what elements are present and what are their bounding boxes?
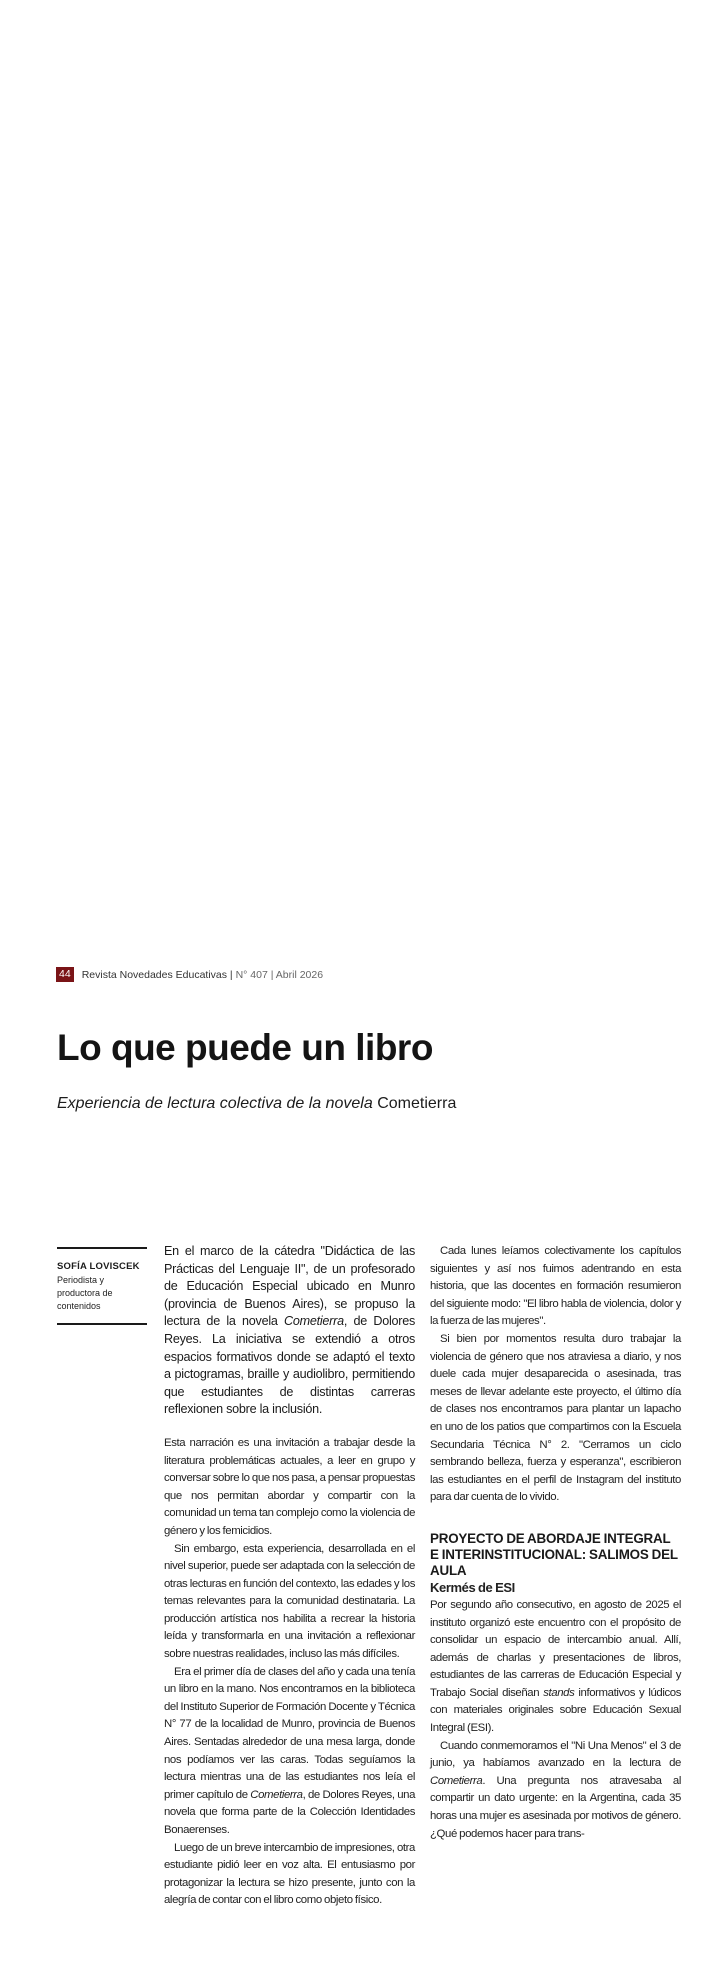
lead-paragraph — [164, 1243, 415, 1419]
p3-text-after: , de Dolores Reyes, una novela que forma parte de la Colección Identidades Bonaerenses. — [164, 1788, 415, 1836]
lead-text-after: , de Dolores Reyes. La iniciativa se extendió a otros espacios formativos donde se adaptó el texto a pictogramas, braille y audiolibro, permitiendo que estudiantes de distintas carreras reflexionen sobre la inclusión. — [164, 1314, 416, 1417]
author-box — [57, 1247, 147, 1325]
section-paragraph-2 — [430, 1738, 681, 1844]
section-p2-after: . Una pregunta nos atravesaba al compartir un dato urgente: en la Argentina, cada 35 horas una mujer es asesinada por motivos de género. ¿Qué podemos hacer para trans- — [430, 1774, 681, 1840]
body-paragraph-4: Luego de un breve intercambio de impresiones, otra estudiante pidió leer en voz alta. El entusiasmo por protagonizar la lectura se hizo presente, junto con la alegría de contar con el libro como objeto físico. — [164, 1841, 415, 1907]
magazine-name: Revista Novedades Educativas | — [81, 968, 233, 981]
page-footer — [56, 967, 720, 1022]
subtitle-italic: Experiencia de lectura colectiva de la novela — [57, 1095, 373, 1112]
p3-text: Era el primer día de clases del año y cada una tenía un libro en la mano. Nos encontramos en la biblioteca del Instituto Superior de Formación Docente y Técnica N° 77 de la localidad de Munro, provincia de Buenos Aires. Sentadas alrededor de una mesa larga, donde nos podíamos ver las caras. Todas seguíamos la lectura mientras una de las estudiantes nos leía el primer capítulo de — [164, 1665, 415, 1801]
section-title: PROYECTO DE ABORDAJE INTEGRAL E INTERINSTITUCIONAL: SALIMOS DEL AULA — [430, 1530, 678, 1578]
author-bottom-rule — [57, 1323, 147, 1325]
lead-book-title: Cometierra — [284, 1314, 344, 1329]
section-p2-before: Cuando conmemoramos el "Ni Una Menos" el 3 de junio, ya habíamos avanzado en la lectura de — [430, 1739, 681, 1770]
section-p2-book: Cometierra — [430, 1774, 483, 1787]
body-column-1 — [164, 1435, 415, 1910]
body-paragraph-1: Esta narración es una invitación a trabajar desde la literatura problemáticas actuales, a leer en grupo y conversar sobre lo que nos pasa, a pensar propuestas que nos permitan abordar y compartir con la comunidad un tema tan complejo como la violencia de género y los femicidios. — [164, 1436, 415, 1537]
article-content — [164, 1243, 681, 1910]
author-name: SOFÍA LOVISCEK — [57, 1261, 140, 1272]
article-title: Lo que puede un libro — [57, 1027, 433, 1068]
section-p1-after: informativos y lúdicos con materiales originales sobre Educación Sexual Integral (ESI). — [430, 1686, 681, 1735]
page-number-badge: 44 — [56, 967, 74, 982]
body-paragraph-5: Cada lunes leíamos colectivamente los capítulos siguientes y así nos fuimos adentrando en esta historia, que las docentes en formación resumieron del siguiente modo: "El libro habla de violencia, dolor y la fuerza de las mujeres". — [430, 1245, 681, 1328]
author-top-rule — [57, 1247, 147, 1249]
article-subtitle — [57, 1095, 456, 1113]
issue-info: N° 407 | Abril 2026 — [235, 968, 324, 981]
section-p1-before: Por segundo año consecutivo, en agosto de 2025 el instituto organizó este encuentro con el propósito de consolidar un espacio de intercambio anual. Allí, además de charlas y presentaciones de libros, estudiantes de las carreras de Educación Especial y Trabajo Social diseñan — [430, 1598, 681, 1699]
left-column — [164, 1243, 415, 1910]
body-paragraph-3 — [164, 1664, 415, 1840]
lead-text-before: En el marco de la cátedra "Didáctica de las Prácticas del Lenguaje II", de un profesorado de Educación Especial ubicado en Munro (provincia de Buenos Aires), se propuso la lectura de la novela — [164, 1244, 415, 1329]
p3-book-title: Cometierra — [250, 1788, 303, 1801]
body-column-2 — [430, 1243, 681, 1843]
author-role: Periodista y productora de contenidos — [57, 1275, 113, 1311]
subtitle-book: Cometierra — [377, 1095, 457, 1112]
section-subtitle: Kermés de ESI — [430, 1579, 515, 1595]
body-paragraph-2: Sin embargo, esta experiencia, desarrollada en el nivel superior, puede ser adaptada con la selección de otras lecturas en función del contexto, las edades y los temas relevantes para la comunidad destinataria. La producción artística nos habilita a recrear la historia leída y transformarla en una invitación a reflexionar sobre nuestras realidades, incluso las más difíciles. — [164, 1542, 415, 1661]
body-paragraph-6: Si bien por momentos resulta duro trabajar la violencia de género que nos atraviesa a diario, y nos duele cada mujer desaparecida o asesinada, tras meses de llevar adelante este proyecto, el último día de clases nos encontramos para plantar un lapacho en uno de los patios que compartimos con la Escuela Secundaria Técnica N° 2. "Cerramos un ciclo sembrando belleza, fuerza y esperanza", escribieron las estudiantes en el perfil de Instagram del instituto para dar cuenta de lo vivido. — [430, 1332, 681, 1504]
section-block — [430, 1531, 681, 1843]
section-paragraph-1 — [430, 1597, 681, 1738]
section-p1-italic: stands — [543, 1686, 575, 1699]
